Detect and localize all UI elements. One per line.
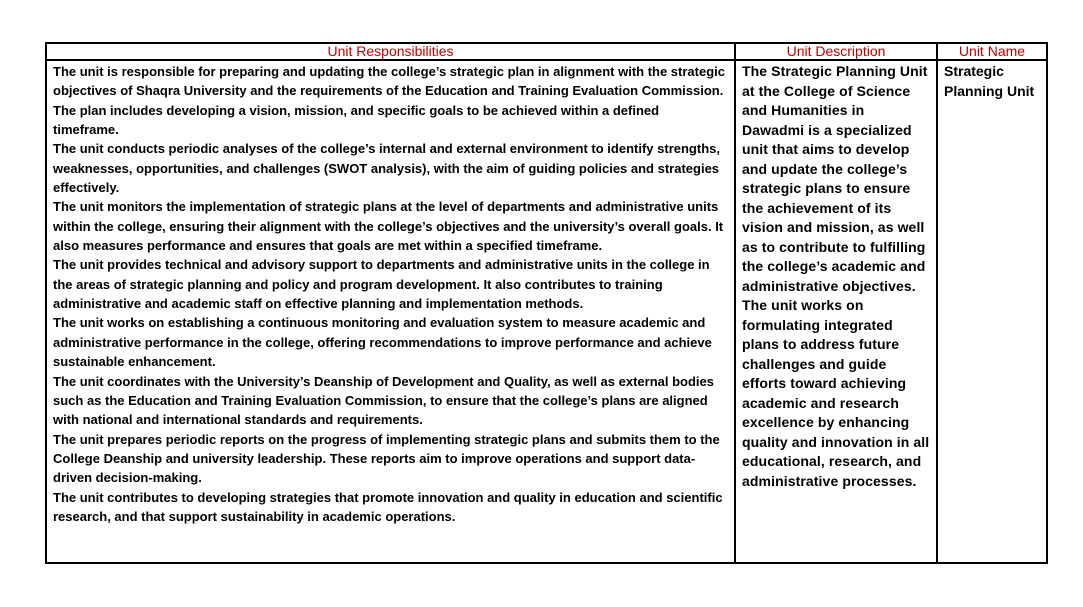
paragraph: The unit prepares periodic reports on the progress of implementing strategic plans and submits them to the College Deanship and university leadership. These reports aim to improve operations and support data-driven decision-making. <box>53 431 720 486</box>
paragraph: The unit is responsible for preparing and updating the college’s strategic plan in alignment with the strategic objectives of Shaqra University and the requirements of the Education and Training Evaluation Commission. The plan includes developing a vision, mission, and specific goals to be achieved within a defined timeframe. <box>53 64 726 138</box>
header-unit-responsibilities: Unit Responsibilities <box>46 43 735 60</box>
cell-unit-responsibilities <box>46 60 735 563</box>
paragraph: The unit contributes to developing strategies that promote innovation and quality in education and scientific research, and that support sustainability in academic operations. <box>53 489 723 524</box>
header-unit-name: Unit Name <box>937 43 1047 60</box>
table-row <box>46 60 1047 563</box>
header-row <box>46 43 1047 60</box>
header-unit-description: Unit Description <box>735 43 937 60</box>
paragraph: The unit monitors the implementation of strategic plans at the level of departments and administrative units within the college, ensuring their alignment with the college’s objectives and the university’s overall goals. It also measures performance and ensures that goals are met within a specified timeframe. <box>53 199 724 254</box>
units-table <box>45 42 1048 564</box>
cell-unit-description: The Strategic Planning Unit at the College of Science and Humanities in Dawadmi is a specialized unit that aims to develop and update the college’s strategic plans to ensure the achievement of its vision and mission, as well as to contribute to fulfilling the college’s academic and administrative objectives. The unit works on formulating integrated plans to address future challenges and guide efforts toward achieving academic and research excellence by enhancing quality and innovation in all educational, research, and administrative processes. <box>735 60 937 563</box>
cell-unit-name: Strategic Planning Unit <box>937 60 1047 563</box>
paragraph: The unit works on establishing a continuous monitoring and evaluation system to measure academic and administrative performance in the college, offering recommendations to improve performance and achieve sustainable enhancement. <box>53 315 712 370</box>
paragraph: The unit provides technical and advisory support to departments and administrative units in the college in the areas of strategic planning and policy and program development. It also contributes to training administrative and academic staff on effective planning and implementation methods. <box>53 257 710 312</box>
paragraph: The unit coordinates with the University’s Deanship of Development and Quality, as well as external bodies such as the Education and Training Evaluation Commission, to ensure that the college’s plans are aligned with national and international standards and requirements. <box>53 373 714 428</box>
paragraph: The unit conducts periodic analyses of the college’s internal and external environment to identify strengths, weaknesses, opportunities, and challenges (SWOT analysis), with the aim of guiding policies and strategies effectively. <box>53 141 720 196</box>
